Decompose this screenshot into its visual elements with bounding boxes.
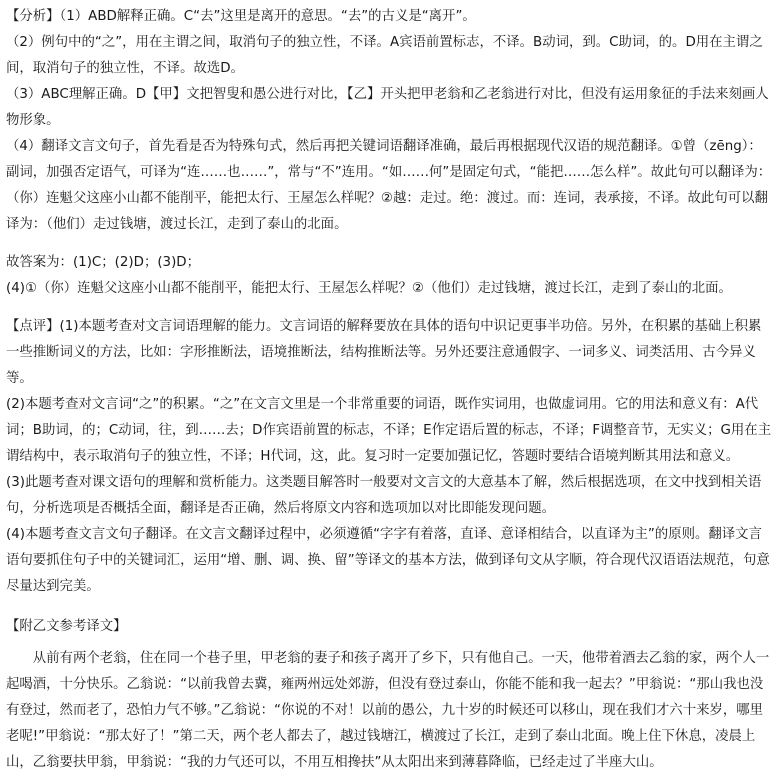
translation-body: 从前有两个老翁，住在同一个巷子里，甲老翁的妻子和孩子离开了乡下，只有他自己。一天，他带着酒去乙翁的家，两个人一起喝酒，十分快乐。乙翁说：“以前我曾去冀，雍两州远处郊游，但没有登过泰山，你能不能和我一起去？”甲翁说：“那山我也没有登过，然而老了，恐怕力气不够。”乙翁说：“你说的不对！以前的愚公，九十岁的时候还可以移山，现在我们才六十来岁，哪里老呢!”甲翁说：“那太好了！”第二天，两个老人都去了，越过钱塘江，横渡过了长江，走到了泰山北面。晚上住下休息，凌晨上山，乙翁要扶甲翁，甲翁说：“我的力气还可以，不用互相搀扶”从太阳出来到薄暮降临，已经走过了半座大山。 — [6, 651, 770, 770]
comment-paragraph-1: 【点评】(1)本题考查对文言词语理解的能力。文言词语的解释要放在具体的语句中识记更事半功倍。另外，在积累的基础上积累一些推断词义的方法，比如：字形推断法，语境推断法，结构推断法等。另外还要注意通假字、一词多义、词类活用、古今异义等。 — [6, 319, 762, 386]
answer-line-2: (4)①（你）连魁父这座小山都不能削平，能把太行、王屋怎么样呢？②（他们）走过钱塘，渡过长江，走到了泰山的北面。 — [6, 281, 732, 296]
analysis-paragraph-4: （4）翻译文言文句子，首先看是否为特殊句式，然后再把关键词语翻译准确，最后再根据现代汉语的规范翻译。①曾（zēng）：副词，加强否定语气，可译为“连……也……”，常与“不”连用。“如……何”是固定句式，“能把……怎么样”。故此句可以翻译为：（你）连魁父这座小山都不能削平，能把太行、王屋怎么样呢？②越：走过。绝：渡过。而：连词，表承接，不译。故此句可以翻译为：（他们）走过钱塘，渡过长江，走到了泰山的北面。 — [6, 139, 772, 232]
translation-heading: 【附乙文参考译文】 — [6, 619, 127, 634]
comment-paragraph-3: (3)此题考查对课文语句的理解和赏析能力。这类题目解答时一般要对文言文的大意基本了解，然后根据选项，在文中找到相关语句，分析选项是否概括全面，翻译是否正确，然后将原文内容和选项加以对比即能发现问题。 — [6, 475, 762, 516]
answer-section — [6, 250, 774, 302]
analysis-paragraph-3: （3）ABC理解正确。D【甲】文把智叟和愚公进行对比，【乙】开头把甲老翁和乙老翁进行对比，但没有运用象征的手法来刻画人物形象。 — [6, 87, 769, 128]
spacer — [6, 600, 774, 614]
spacer — [6, 238, 774, 250]
spacer — [6, 302, 774, 314]
analysis-p1-text: （1）ABD解释正确。C“去”这里是离开的意思。“去”的古义是“离开”。 — [59, 9, 476, 24]
translation-section — [6, 614, 774, 776]
comment-paragraph-2: (2)本题考查对文言词“之”的积累。“之”在文言文里是一个非常重要的词语，既作实词用，也做虚词用。它的用法和意义有：A代词；B助词，的；C动词，往，到……去；D作宾语前置的标志，不译；E作定语后置的标志，不译；F调整音节，无实义；G用在主谓结构中，表示取消句子的独立性，不译；H代词，这，此。复习时一定要加强记忆，答题时要结合语境判断其用法和意义。 — [6, 397, 772, 464]
analysis-paragraph-2: （2）例句中的“之”，用在主谓之间，取消句子的独立性，不译。A宾语前置标志，不译。B动词，到。C助词，的。D用在主谓之间，取消句子的独立性，不译。故选D。 — [6, 35, 763, 76]
analysis-section — [6, 4, 774, 238]
answer-line-1: 故答案为：(1)C；(2)D；(3)D； — [6, 255, 201, 270]
analysis-heading: 【分析】 — [6, 9, 60, 24]
comment-section — [6, 314, 774, 600]
analysis-paragraph-1 — [6, 4, 774, 30]
comment-paragraph-4: (4)本题考查文言文句子翻译。在文言文翻译过程中，必须遵循“字字有着落，直译、意译相结合，以直译为主”的原则。翻译文言语句要抓住句子中的关键词汇，运用“增、删、调、换、留”等译文的基本方法，做到译句文从字顺，符合现代汉语语法规范，句意尽量达到完美。 — [6, 527, 770, 594]
